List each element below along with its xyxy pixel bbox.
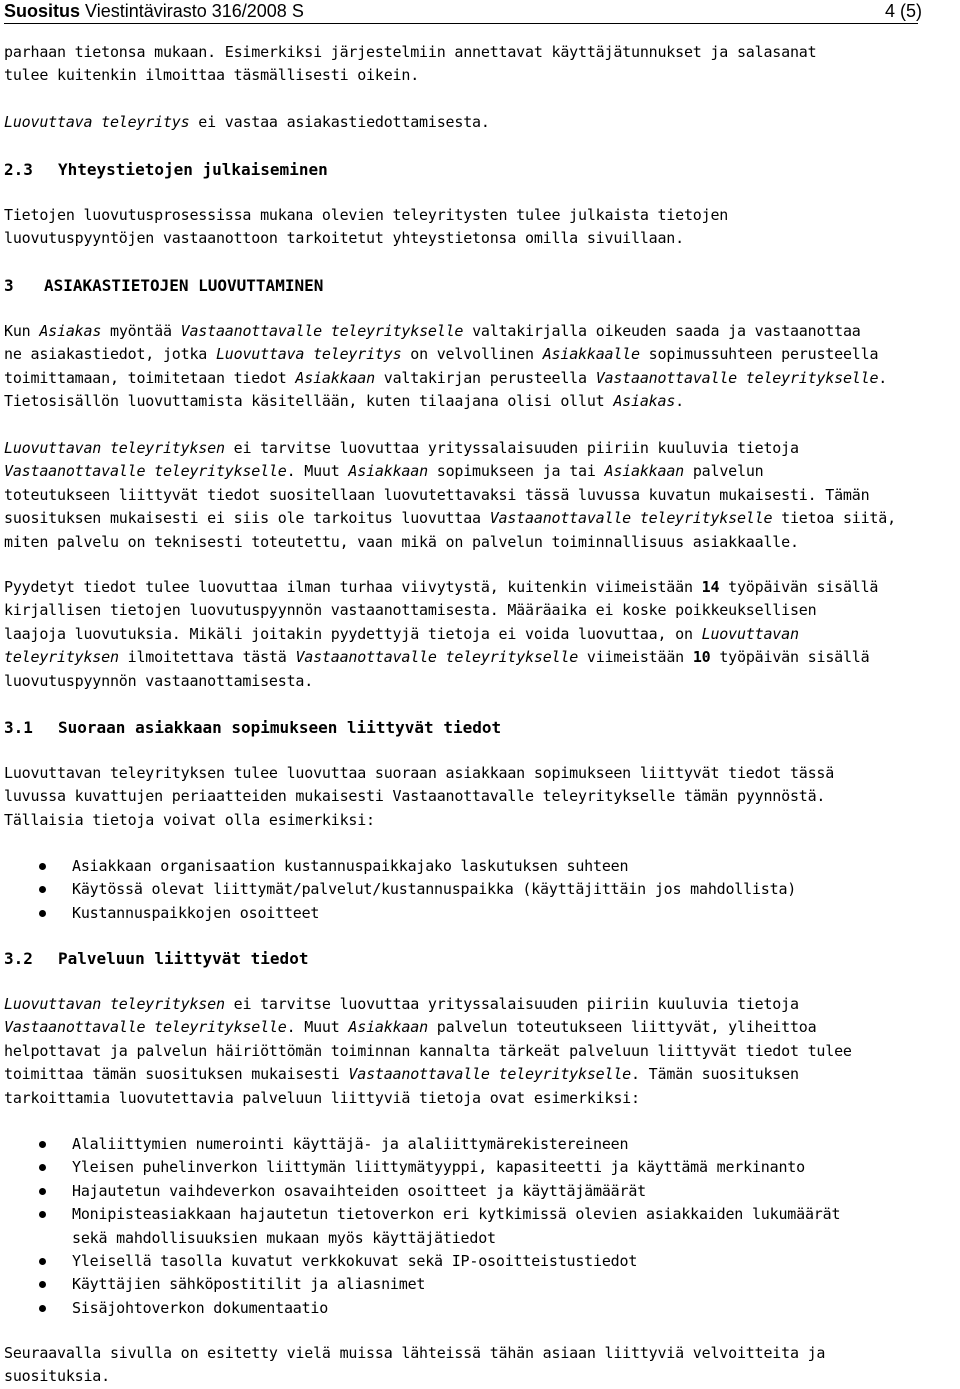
text-span: ilmoitettava tästä bbox=[118, 648, 296, 667]
list-item-text: Yleisen puhelinverkon liittymän liittymätyyppi, kapasiteetti ja käyttämä merkinanto bbox=[72, 1158, 805, 1177]
bullet-icon bbox=[39, 863, 46, 870]
text-span: Tietosisällön luovuttamista käsitellään, kuten tilaajana olisi ollut bbox=[4, 392, 614, 411]
text-line: luovutuspyynnön vastaanottamisesta. bbox=[4, 671, 314, 690]
list-item bbox=[4, 1156, 840, 1179]
text-line: parhaan tietonsa mukaan. Esimerkiksi järjestelmiin annettavat käyttäjätunnukset ja salasanat bbox=[4, 43, 817, 61]
section-heading-3-1 bbox=[4, 716, 501, 740]
text-span: sopimussuhteen perusteella bbox=[639, 345, 879, 364]
list-item bbox=[4, 1297, 840, 1320]
section-2-3-paragraph bbox=[4, 204, 952, 251]
text-span: on velvollinen bbox=[401, 345, 543, 364]
defined-term: Asiakkaalle bbox=[542, 345, 640, 364]
defined-term: Vastaanottavalle teleyritykselle bbox=[489, 509, 773, 528]
text-span: työpäivän sisällä bbox=[710, 648, 870, 667]
header-title: Viestintävirasto 316/2008 S bbox=[80, 1, 304, 21]
text-span: valtakirjan perusteella bbox=[374, 368, 596, 387]
list-item-text: Käytössä olevat liittymät/palvelut/kustannuspaikka (käyttäjittäin jos mahdollista) bbox=[72, 880, 797, 899]
list-item-text: sekä mahdollisuuksien mukaan myös käyttäjätiedot bbox=[72, 1228, 496, 1247]
text-line: miten palvelu on teknisesti toteutettu, vaan mikä on palvelun toiminnallisuus asiakkaalle. bbox=[4, 532, 799, 551]
deadline-days: 14 bbox=[701, 578, 720, 596]
bullet-icon bbox=[39, 1211, 46, 1218]
bullet-icon bbox=[39, 1258, 46, 1265]
section-number: 3.2 bbox=[4, 949, 33, 968]
defined-term: Asiakkaan bbox=[348, 462, 428, 481]
bullet-icon bbox=[39, 1164, 46, 1171]
bullet-icon bbox=[39, 1141, 46, 1148]
text-line: luvussa kuvattujen periaatteiden mukaisesti Vastaanottavalle teleyritykselle tämän pyynnöstä. bbox=[4, 787, 826, 806]
text-line: luovutuspyyntöjen vastaanottoon tarkoitetut yhteystietonsa omilla sivuillaan. bbox=[4, 229, 684, 248]
defined-term: Luovuttavan teleyrityksen bbox=[4, 439, 225, 457]
text-span: palvelun toteutukseen liittyvät, yliheittoa bbox=[427, 1018, 817, 1037]
bullet-icon bbox=[39, 1281, 46, 1288]
text-span: . bbox=[878, 368, 888, 387]
list-item-text: Alaliittymien numerointi käyttäjä- ja alaliittymärekistereineen bbox=[72, 1135, 629, 1153]
text-line: Seuraavalla sivulla on esitetty vielä muissa lähteissä tähän asiaan liittyviä velvoitteita ja bbox=[4, 1344, 826, 1362]
list-item bbox=[4, 1203, 840, 1250]
section-number: 3.1 bbox=[4, 718, 33, 737]
deadline-days: 10 bbox=[692, 648, 711, 667]
text-line: suosituksia. bbox=[4, 1367, 110, 1386]
text-span: toimittaa tämän suosituksen mukaisesti bbox=[4, 1065, 349, 1084]
defined-term: Luovuttava teleyritys bbox=[215, 345, 402, 364]
list-item bbox=[4, 1180, 840, 1203]
list-item bbox=[4, 1273, 840, 1296]
text-line: toteutukseen liittyvät tiedot suositellaan luovutettavaksi tässä luvussa kuvatun mukaisesti. Tämän bbox=[4, 485, 870, 504]
defined-term: Asiakkaan bbox=[604, 462, 685, 481]
text-span: . Muut bbox=[286, 1018, 349, 1037]
bullet-icon bbox=[39, 1188, 46, 1195]
list-item-text: Monipisteasiakkaan hajautetun tietoverkon eri kytkimissä olevien asiakkaiden lukumäärät bbox=[72, 1205, 841, 1224]
list-item bbox=[4, 855, 796, 878]
list-item bbox=[4, 878, 796, 901]
document-page bbox=[4, 0, 956, 1385]
text-line: Luovuttavan teleyrityksen tulee luovuttaa suoraan asiakkaan sopimukseen liittyvät tiedot tässä bbox=[4, 764, 835, 782]
defined-term: Luovuttava teleyritys bbox=[4, 113, 190, 131]
list-item-text: Asiakkaan organisaation kustannuspaikkajako laskutuksen suhteen bbox=[72, 857, 629, 875]
section-title: ASIAKASTIETOJEN LUOVUTTAMINEN bbox=[44, 276, 324, 295]
bullet-icon bbox=[39, 910, 46, 917]
text-line: Tällaisia tietoja voivat olla esimerkiksi: bbox=[4, 810, 375, 829]
text-span: ei tarvitse luovuttaa yrityssalaisuuden piiriin kuuluvia tietoja bbox=[224, 439, 799, 457]
defined-term: Vastaanottavalle teleyritykselle bbox=[348, 1065, 631, 1084]
list-item-text: Sisäjohtoverkon dokumentaatio bbox=[72, 1298, 329, 1317]
closing-paragraph bbox=[4, 1342, 952, 1389]
text-span: . Muut bbox=[286, 462, 349, 481]
header-title-strong: Suositus bbox=[4, 1, 81, 21]
defined-term: Luovuttavan teleyrityksen bbox=[4, 995, 225, 1013]
text-span: myöntää bbox=[101, 322, 181, 340]
list-item-text: Käyttäjien sähköpostitilit ja aliasnimet bbox=[72, 1275, 426, 1294]
defined-term: Asiakas bbox=[39, 322, 102, 340]
text-span: palvelun bbox=[684, 462, 764, 481]
text-span: valtakirjalla oikeuden saada ja vastaanottaa bbox=[463, 322, 861, 340]
text-span: ei vastaa asiakastiedottamisesta. bbox=[189, 113, 490, 131]
text-span: . Tämän suosituksen bbox=[631, 1065, 799, 1084]
list-item-text: Yleisellä tasolla kuvatut verkkokuvat sekä IP-osoitteistustiedot bbox=[72, 1252, 638, 1271]
section-title: Yhteystietojen julkaiseminen bbox=[58, 160, 328, 179]
defined-term: Asiakas bbox=[613, 392, 676, 411]
text-span: sopimukseen ja tai bbox=[427, 462, 605, 481]
text-span: Pyydetyt tiedot tulee luovuttaa ilman turhaa viivytystä, kuitenkin viimeistään bbox=[4, 578, 702, 596]
bullet-icon bbox=[39, 1305, 46, 1312]
text-span: työpäivän sisällä bbox=[719, 578, 879, 596]
list-item-text: Kustannuspaikkojen osoitteet bbox=[72, 903, 320, 922]
defined-term: Vastaanottavalle teleyritykselle bbox=[295, 648, 579, 667]
text-line: tulee kuitenkin ilmoittaa täsmällisesti oikein. bbox=[4, 66, 420, 85]
section-3-paragraph-1 bbox=[4, 320, 952, 414]
intro-paragraph bbox=[4, 41, 952, 88]
section-heading-3-2 bbox=[4, 947, 308, 971]
text-line: kirjallisen tietojen luovutuspyynnön vastaanottamisesta. Määräaika ei koske poikkeuksellisen bbox=[4, 601, 817, 620]
list-item bbox=[4, 902, 796, 925]
defined-term: Vastaanottavalle teleyritykselle bbox=[4, 462, 287, 481]
section-3-1-bullet-list bbox=[4, 855, 796, 925]
list-item bbox=[4, 1250, 840, 1273]
section-heading-3 bbox=[4, 274, 323, 298]
section-3-1-paragraph bbox=[4, 762, 952, 832]
list-item bbox=[4, 1133, 840, 1156]
liability-paragraph bbox=[4, 111, 952, 134]
text-span: toimittamaan, toimitetaan tiedot bbox=[4, 368, 296, 387]
text-line: tarkoittamia luovutettavia palveluun liittyviä tietoja ovat esimerkiksi: bbox=[4, 1088, 640, 1107]
defined-term: Vastaanottavalle teleyritykselle bbox=[595, 368, 879, 387]
section-3-paragraph-3 bbox=[4, 576, 952, 693]
defined-term: Vastaanottavalle teleyritykselle bbox=[4, 1018, 287, 1037]
defined-term: teleyrityksen bbox=[4, 648, 119, 667]
defined-term: Luovuttavan bbox=[701, 624, 799, 643]
section-heading-2-3 bbox=[4, 158, 328, 182]
bullet-icon bbox=[39, 886, 46, 893]
list-item-text: Hajautetun vaihdeverkon osavaihteiden osoitteet ja käyttäjämäärät bbox=[72, 1181, 646, 1200]
defined-term: Vastaanottavalle teleyritykselle bbox=[180, 322, 464, 340]
header-rule bbox=[4, 23, 918, 24]
text-span: Kun bbox=[4, 322, 40, 340]
text-span: tietoa siitä, bbox=[772, 509, 896, 528]
section-3-2-paragraph bbox=[4, 993, 952, 1110]
defined-term: Asiakkaan bbox=[295, 368, 375, 387]
text-span: . bbox=[675, 392, 684, 411]
text-span: laajoja luovutuksia. Mikäli joitakin pyydettyjä tietoja ei voida luovuttaa, on bbox=[4, 624, 702, 643]
section-title: Suoraan asiakkaan sopimukseen liittyvät tiedot bbox=[58, 718, 502, 737]
text-span: viimeistään bbox=[578, 648, 693, 667]
text-span: suosituksen mukaisesti ei siis ole tarkoitus luovuttaa bbox=[4, 509, 490, 528]
defined-term: Asiakkaan bbox=[348, 1018, 428, 1037]
text-line: helpottavat ja palvelun häiriöttömän toiminnan kannalta tärkeät palveluun liittyvät tiedot tulee bbox=[4, 1041, 852, 1060]
section-3-paragraph-2 bbox=[4, 437, 952, 554]
page-number: 4 (5) bbox=[884, 1, 922, 21]
section-3-2-bullet-list bbox=[4, 1133, 840, 1320]
text-span: ne asiakastiedot, jotka bbox=[4, 345, 216, 364]
text-line: Tietojen luovutusprosessissa mukana olevien teleyritysten tulee julkaista tietojen bbox=[4, 206, 729, 224]
text-span: ei tarvitse luovuttaa yrityssalaisuuden piiriin kuuluvia tietoja bbox=[224, 995, 799, 1013]
section-number: 3 bbox=[4, 276, 14, 295]
section-title: Palveluun liittyvät tiedot bbox=[58, 949, 309, 968]
page-header bbox=[4, 0, 944, 22]
section-number: 2.3 bbox=[4, 160, 33, 179]
